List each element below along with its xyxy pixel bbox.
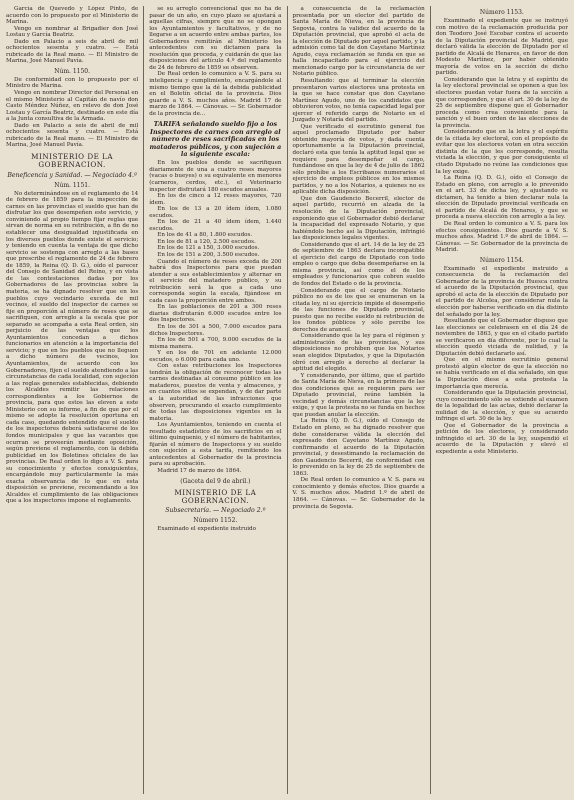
column-1 (6, 6, 138, 794)
paragraph: Resultando que el Gobernador dispuso que las elecciones se celebrasen en el día 24 de noviembre de 1863, y que en el citado partido se verificaron en día diferente, por lo cual la elección quedó viciada de nulidad, y la Diputación debió declararlo así. (435, 318, 568, 357)
paragraph: se su arreglo convencional que no ha de pasar de un año, en cuyo plazo se ajustará a aquellas cifras, siempre que no se opongan los Ayuntamientos y facultativos, y de no llegarse a un acuerdo entre ambas partes, los Gobernadores remitirán al Ministerio los antecedentes con su dictamen para la resolución que proceda, y cuidarán de que las disposiciones del artículo 4.º del reglamento de 24 de febrero de 1859 se observen. (149, 6, 282, 71)
section-heading: MINISTERIO DE LA GOBERNACION. (174, 487, 257, 505)
paragraph: Y en los de 701 en adelante 12.000 escudos, o 6.000 para cada uno. (149, 350, 282, 363)
tariff-heading: TARIFA señalando sueldo fijo a los Inspectores de carnes con arreglo al número de reses sacrificadas en los mataderos públicos, y con sujeción a la siguiente escala: (149, 120, 282, 158)
paragraph: Examinado el expediente instruido (157, 526, 256, 533)
paragraph: De conformidad con lo propuesto por el Ministro de Marina. (6, 76, 139, 90)
paragraph: En los de 21 a 40 ídem ídem, 1.440 escudos. (149, 219, 282, 232)
paragraph: Madrid 17 de marzo de 1864. (157, 468, 242, 475)
paragraph: En los de 301 a 500, 7.000 escudos para dichos Inspectores. (149, 324, 282, 337)
paragraph: En los pueblos donde se sacrifiquen diariamente de una a cuatro reses mayores (vacas o bueyes) o su equivalente en menores (carneros, cerdos, etc.), el Veterinario inspector disfrutará 180 escudos anuales. (149, 160, 282, 193)
paragraph: Vengo en nombrar al Brigadier don José Lostau y García Beatriz. (6, 25, 139, 39)
paragraph: Resultando: que al terminar la elección presentaron varios electores una protesta en la que se hace constar que don Cayetano Martínez Agudo, uno de los candidatos que obtuvieron votos, no tenía capacidad legal por ejercer el referido cargo de Notario en el Juzgado y Notaría del partido. (292, 78, 425, 124)
paragraph: En los de 81 a 120, 2.500 escudos. (157, 238, 256, 245)
section-heading: MINISTERIO DE LA GOBERNACION. (31, 151, 114, 170)
paragraph: Los Ayuntamientos, teniendo en cuenta el resultado estadístico de los sacrificios en el último quinquenio, y el número de habitantes, fijarán el número de Inspectores y su sueldo con sujeción a esta tarifa, remitiendo los antecedentes al Gobernador de la provincia para su aprobación. (149, 422, 282, 468)
paragraph: Con estas retribuciones los Inspectores tendrán la obligación de reconocer todas las carnes destinadas al consumo público en los mataderos, puestos de venta y almacenes, y en cuantos sitios se expendan, y de dar parte a la autoridad de las infracciones que observen, procurando el exacto cumplimiento de todas las disposiciones vigentes en la materia. (149, 363, 282, 422)
decree-number: Número 1153. (479, 9, 524, 16)
paragraph: En los de 121 a 150, 3.000 escudos. (157, 245, 260, 252)
paragraph: García de Quevedo y López Pinto, de acuerdo con lo propuesto por el Ministerio de Marina. (6, 6, 139, 26)
subheading: Subsecretaría. — Negociado 2.º (165, 507, 266, 515)
paragraph: La Reina (Q. D. G.), oído el Consejo de Estado en pleno, se ha dignado resolver que debe considerarse válida la elección del expresado don Cayetano Martínez Agudo, confirmando el acuerdo de la Diputación provincial, y desestimando la reclamación de don Gaudencio Becerril, de conformidad con lo prevenido en la ley de 25 de septiembre de 1863. (292, 418, 425, 477)
decree-number: Número 1152. (193, 517, 238, 525)
paragraph: De Real orden lo comunico a V. S. para su inteligencia y cumplimiento, encargándole al mismo tiempo que la dé la debida publicidad en el Boletín oficial de la provincia. Dios guarde a V. S. muchos años. Madrid 17 de marzo de 1864. — Cánovas. — Sr. Gobernador de la provincia de... (149, 71, 282, 117)
decree-number: (Gaceta del 9 de abril.) (180, 477, 251, 485)
paragraph: En los de 13 a 20 ídem ídem, 1.080 escudos. (149, 206, 282, 219)
paragraph: Cuando el número de reses exceda de 200 habrá dos Inspectores para que puedan atender a sus establecimientos y alternar en el servicio del matadero público, y su retribución será la que a cada uno corresponda según la escala, fijándose en cada caso la proporción entre ambos. (149, 258, 282, 304)
paragraph: a consecuencia de la reclamación presentada por un elector del partido de Santa María de Nieva, en la provincia de Segovia, contra la validez del acuerdo de la Diputación provincial, que aprobó el acta de la elección de Diputado por aquel partido, y la admisión como tal de don Cayetano Martínez Agudo, cuya reclamación se funda en que se halla incapacitado para el ejercicio del mencionado cargo por la circunstancia de ser Notario público. (292, 6, 425, 78)
paragraph: Que en el mismo escrutinio general protestó algún elector de que la elección no se había verificado en el día señalado, sin que la Diputación diese a esta protesta la importancia que merecía. (435, 357, 568, 390)
paragraph: Dado en Palacio a seis de abril de mil ochocientos sesenta y cuatro. — Está rubricado de la Real mano. — El Ministro de Marina, José Manuel Pavía. (6, 38, 139, 65)
paragraph: De Real orden lo comunico a V. S. para su conocimiento y demás efectos. Dios guarde a V. S. muchos años. Madrid 1.º de abril de 1864. — Cánovas. — Sr. Gobernador de la provincia de Segovia. (292, 477, 425, 510)
decree-number: Núm. 1151. (54, 181, 91, 189)
paragraph: En las poblaciones de 201 a 300 reses diarias disfrutarán 6.000 escudos entre los dos Inspectores. (149, 304, 282, 324)
paragraph: Examinado el expediente que se instruyó con motivo de la reclamación producida por don Teodoro José Escobar contra el acuerdo de la Diputación provincial de Madrid, que declaró válida la elección de Diputado por el partido de Alcalá de Henares, en favor de don Modesto Martínez, por haber obtenido mayoría de votos en la sección de dicho partido. (435, 18, 568, 77)
column-3 (287, 6, 425, 794)
paragraph: En los de cinco a 12 reses mayores, 720 ídem. (149, 193, 282, 206)
paragraph: Que verificado el escrutinio general fue aquel proclamado Diputado por haber obtenido mayoría de votos, y dada cuenta oportunamente a la Diputación provincial, declaró esta que tenía la aptitud legal que se requiere para desempeñar el cargo, fundándose en que la ley de 4 de julio de 1862 sólo prohíbe a los Escribanos numerarios el ejercicio de empleos públicos en los mismos partidos, y no a los Notarios, a quienes no es aplicable dicha disposición. (292, 123, 425, 196)
paragraph: Que don Gaudencio Becerril, elector de aquel partido, recurrió en alzada de la resolución de la Diputación provincial, exponiendo que el Gobernador debió declarar la incapacidad del expresado Notario, y que habiéndolo hecho así la Diputación, infringió las disposiciones legales vigentes. (292, 195, 425, 242)
paragraph: Examinado el expediente instruido a consecuencia de la reclamación del Gobernador de la provincia de Huesca contra el acuerdo de la Diputación provincial, que aprobó el acta de la elección de Diputado por el partido de Alcolea, por considerar nula la elección por haberse verificado en día distinto del señalado por la ley. (435, 265, 568, 318)
column-2 (143, 6, 281, 794)
decree-number: Número 1154. (479, 256, 524, 264)
paragraph: En los de 41 a 80, 1.800 escudos. (157, 232, 253, 239)
paragraph: Considerando que el cargo de Notario público no es de los que se enumeran en la citada ley, ni su ejercicio impide el desempeño de las funciones de Diputado provincial, puesto que no recibe sueldo ni retribución de los fondos públicos y sólo percibe los derechos de arancel. (292, 287, 425, 333)
subheading: Beneficencia y Sanidad. — Negociado 4.º (7, 171, 137, 179)
paragraph: Y considerando, por último, que el partido de Santa María de Nieva, en la primera de las dos condiciones que se requieren para ser Diputado provincial, reúne también la vecindad y demás circunstancias que la ley exige, y que la protesta no se funda en hechos que puedan anular la elección. (292, 372, 425, 418)
decree-number: Núm. 1150. (54, 67, 91, 75)
paragraph: Considerando que la letra y el espíritu de la ley electoral provincial se oponen a que los electores puedan votar fuera de la sección a que corresponden, y que el art. 30 de la ley de 25 de septiembre dispone que el Gobernador proceda como crea conveniente para la sanción y el buen orden de las elecciones de la provincia. (435, 76, 568, 129)
column-4 (430, 6, 568, 794)
paragraph: Considerando que la Diputación provincial, cuyo conocimiento sólo se extiende al examen de la legalidad de las actas, debió declarar la nulidad de la elección, y que su acuerdo infringe el art. 30 de la ley. (435, 390, 568, 423)
paragraph: La Reina (Q. D. G.), oído el Consejo de Estado en pleno, con arreglo a lo prevenido en el art. 33 de dicha ley, y ajustando su dictamen, ha tenido a bien declarar nula la elección de Diputado provincial verificada en el partido de Alcalá de Henares, y que se proceda a nueva elección con arreglo a la ley. (435, 175, 568, 221)
paragraph: Vengo en nombrar Director del Personal en el mismo Ministerio al Capitán de navío don Casto Méndez Núñez, en relevo de don José Lostau y García Beatriz, destinado en este día a la Junta consultiva de la Armada. (6, 90, 139, 123)
paragraph: Considerando que en la letra y el espíritu de la citada ley electoral, con el propósito de evitar que los electores voten en otra sección distinta de la que les corresponde, resulta viciada la elección, y que por consiguiente el citado Diputado no reúne las condiciones que la ley exige. (435, 129, 568, 175)
paragraph: En los de 151 a 200, 3.500 escudos. (157, 251, 260, 258)
paragraph: No determinándose en el reglamento de 14 de febrero de 1859 para la inspección de carnes en las provincias el sueldo que han de disfrutar los que desempeñen este servicio, y conviniendo al propio tiempo fijar reglas que sirvan de norma en su retribución, a fin de no establecer una desigualdad injustificada en los diversos pueblos donde existe el servicio; y teniendo en cuenta la ventaja de que dicho servicio se sostenga con arreglo a las bases que prescribe el reglamento de 24 de febrero de 1859, la Reina (Q. D. G.), oído el parecer del Consejo de Sanidad del Reino, y en vista de las contestaciones dadas por los Gobernadores de las provincias sobre la materia, se ha dignado resolver que en los pueblos cuyo vecindario exceda de mil vecinos, el sueldo del inspector de carnes se fije en proporción al número de reses que se sacrifiquen, con arreglo a la escala que por separado se acompaña a esta Real orden, sin perjuicio de las ventajas que los Ayuntamientos concedan a dichos funcionarios en atención a la importancia del servicio; y que en los pueblos que no lleguen a dicho número de vecinos, los Ayuntamientos, de acuerdo con los Gobernadores, fijen el sueldo atendiendo a las circunstancias de cada localidad, con sujeción a las reglas generales establecidas, debiendo los Alcaldes remitir las relaciones correspondientes a los Gobiernos de provincia, para que estos las eleven a este Ministerio con su informe, a fin de que por el mismo se adopte la resolución oportuna en cada caso, quedando entendido que el sueldo de los inspectores deberá satisfacerse de los fondos municipales y que las vacantes que ocurran se proveerán mediante oposición, según previene el reglamento, con la debida publicidad en los Boletines oficiales de las provincias. De Real orden lo digo a V. S. para su conocimiento y efectos consiguientes, encargándole muy particularmente la más exacta observancia de lo que en esta disposición se previene, recomendando a los Alcaldes el cumplimiento de las obligaciones que a los inspectores impone el reglamento. (6, 190, 139, 505)
paragraph: Que el Gobernador de la provincia a petición de los electores, y considerando infringido el art. 30 de la ley, suspendió el acuerdo de la Diputación y elevó el expediente a este Ministerio. (435, 422, 568, 455)
paragraph: Considerando que el art. 14 de la ley de 25 de septiembre de 1863 declara incompatible el ejercicio del cargo de Diputado con todo empleo o cargo que deba desempeñarse en la misma provincia, así como el de los empleados y funcionarios que cobren sueldo de fondos del Estado o de la provincia. (292, 241, 425, 287)
paragraph: Considerando que la ley para el régimen y administración de las provincias, y sus disposiciones no prohíben que los Notarios sean elegidos Diputados, y que la Diputación obró con arreglo a derecho al declarar la aptitud del elegido. (292, 333, 425, 373)
paragraph: Dado en Palacio a seis de abril de mil ochocientos sesenta y cuatro. — Está rubricado de la Real mano. — El Ministro de Marina, José Manuel Pavía. (6, 122, 139, 149)
paragraph: De Real orden lo comunico a V. S. para los efectos consiguientes. Dios guarde a V. S. muchos años. Madrid 1.º de abril de 1864. — Cánovas. — Sr. Gobernador de la provincia de Madrid. (435, 220, 568, 254)
paragraph: En los de 501 a 700, 9.000 escudos de la misma manera. (149, 337, 282, 350)
